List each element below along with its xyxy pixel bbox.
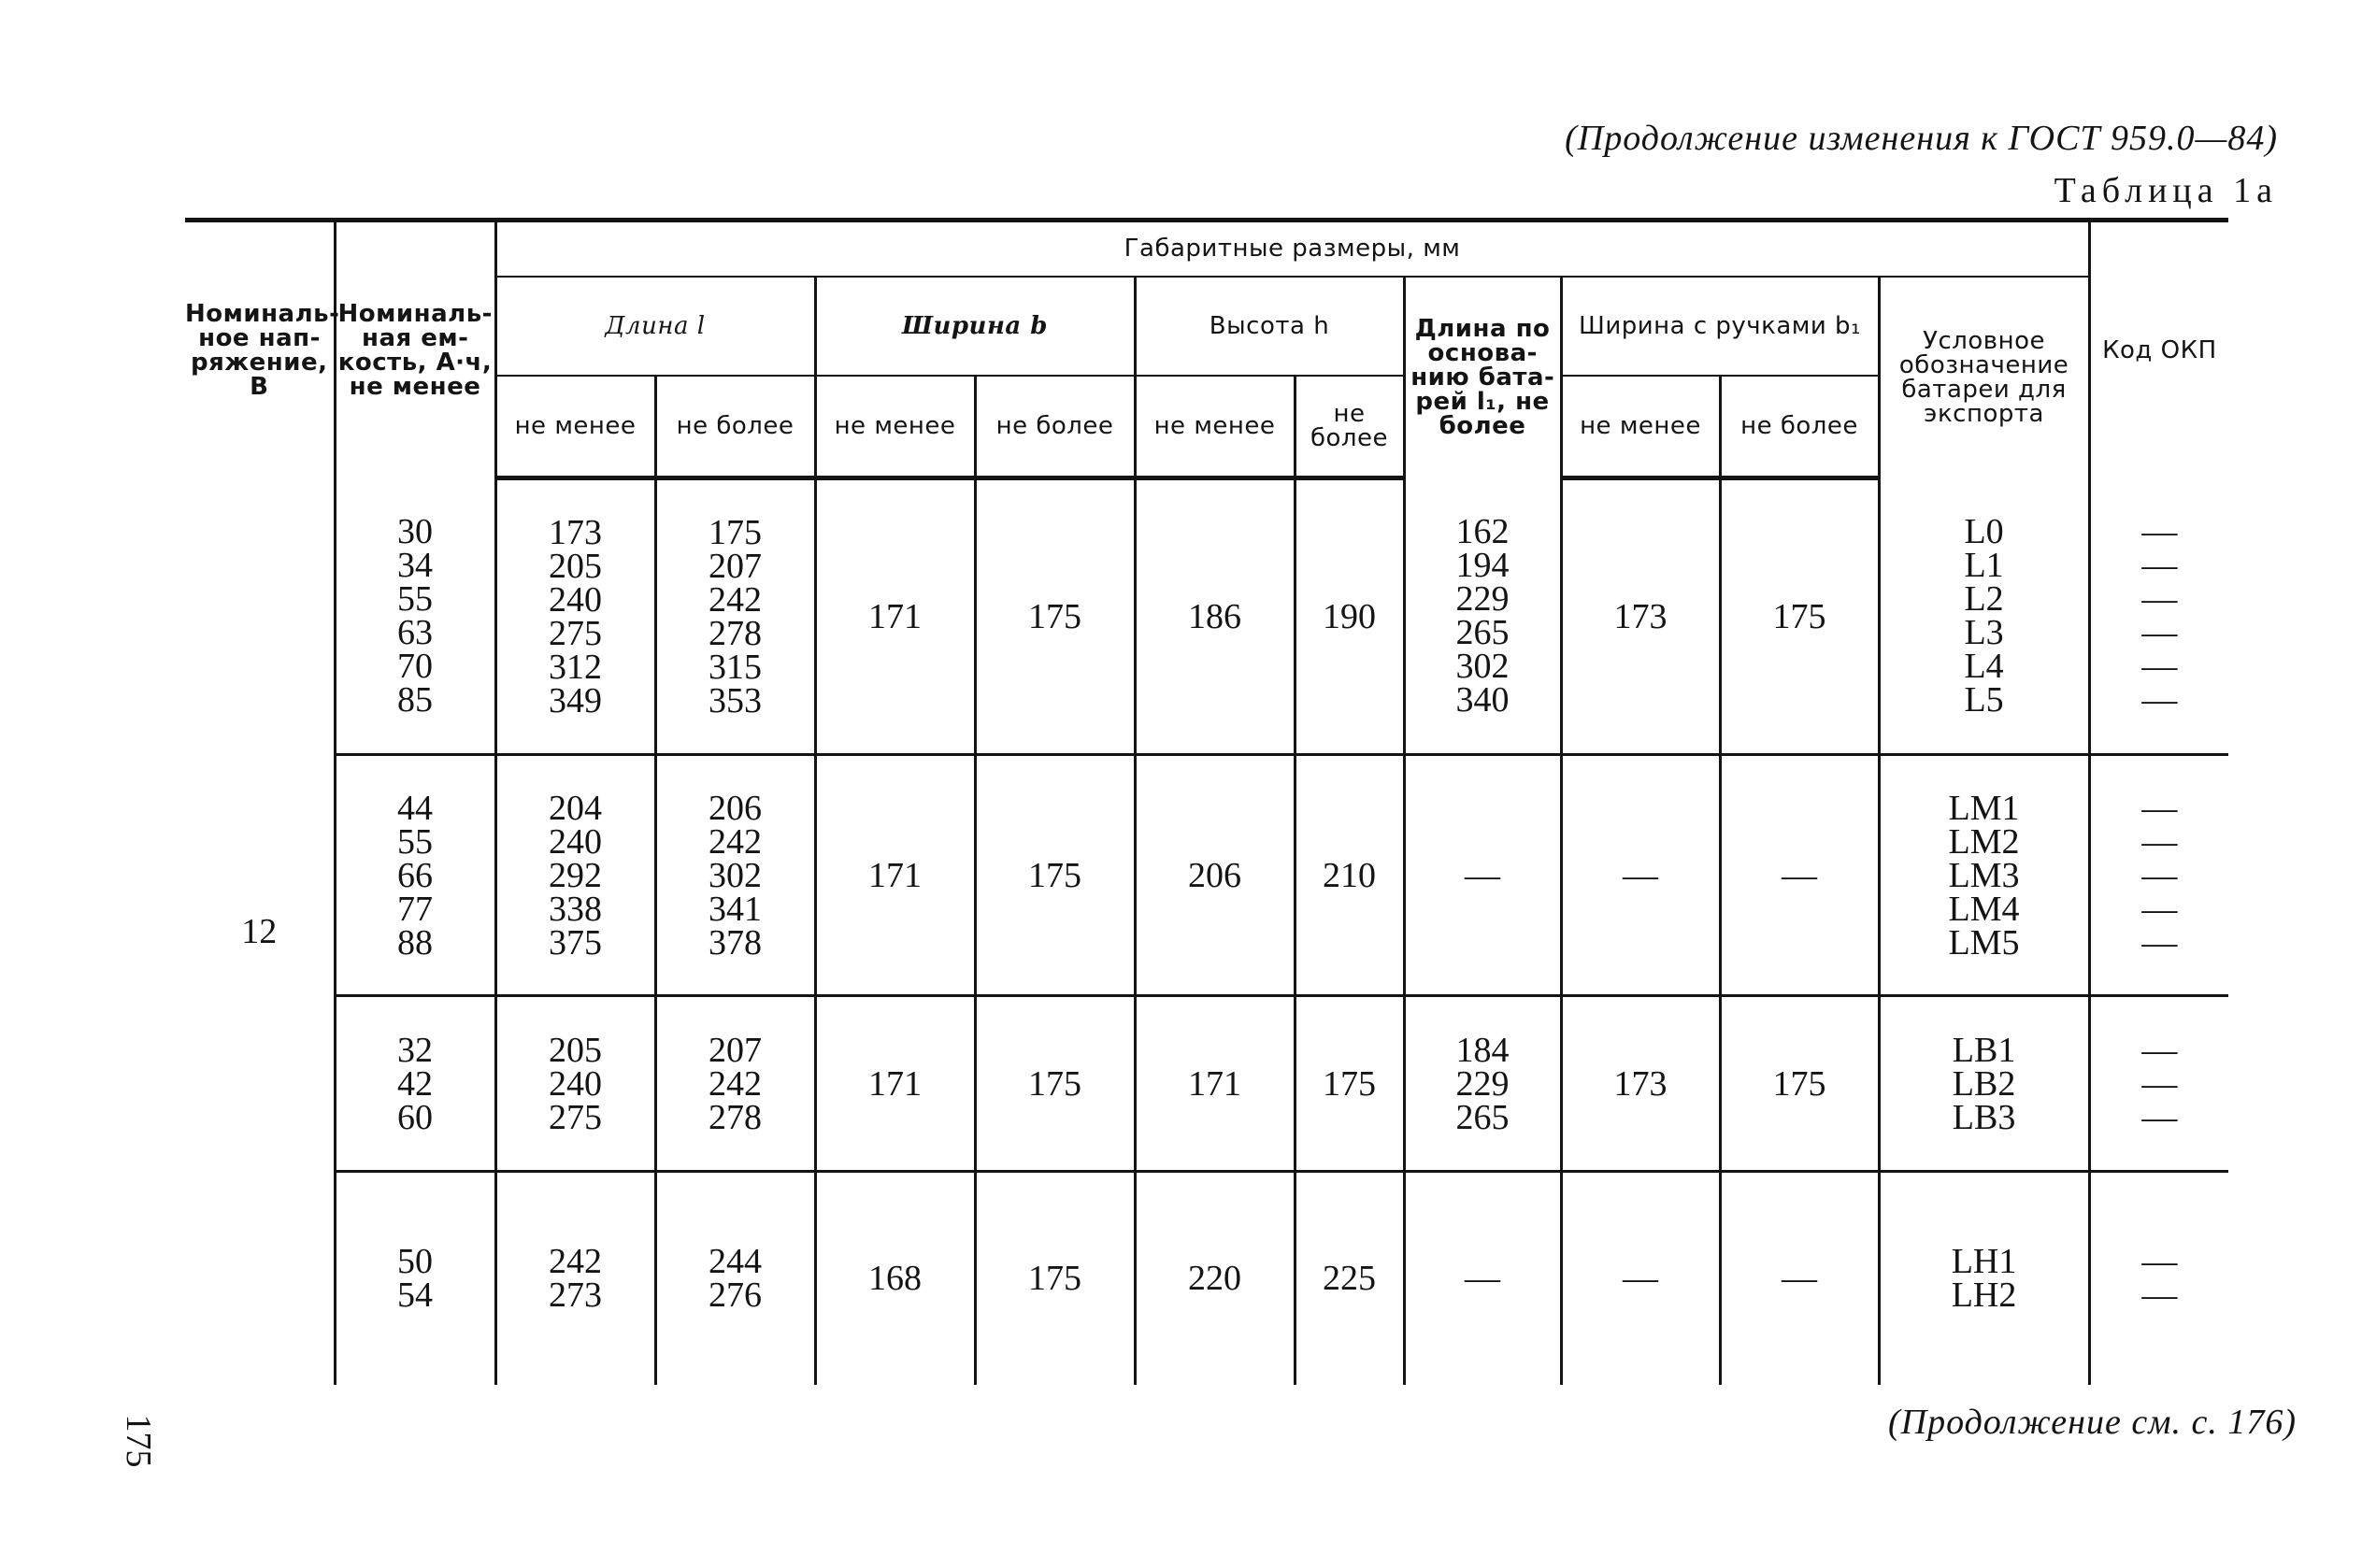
- height-max-cell: 175: [1295, 996, 1404, 1172]
- length-min-cell: [495, 478, 655, 755]
- width-handles-max-cell: —: [1720, 1172, 1879, 1385]
- base-length-cell: [1404, 1172, 1561, 1385]
- export-code-cell-value: LH2: [1951, 1276, 2017, 1316]
- length-max-cell-value: 244: [709, 1242, 762, 1282]
- length-min-cell-value: 242: [549, 1242, 602, 1282]
- length-max-cell-value: 315: [709, 648, 762, 687]
- length-max-cell-value: 302: [709, 855, 762, 895]
- export-code-cell-value: LM2: [1948, 821, 2020, 862]
- okp-cell-value: —: [2141, 788, 2178, 828]
- export-code-cell-value: L2: [1964, 578, 2004, 619]
- capacity-cell-value: 32: [397, 1030, 433, 1070]
- header-okp: Код ОКП: [2089, 221, 2228, 478]
- length-min-cell-value: 375: [549, 922, 602, 962]
- capacity-cell-value: 77: [397, 889, 433, 929]
- export-code-cell-value: LH1: [1951, 1242, 2017, 1282]
- base-length-cell-value: 265: [1455, 1097, 1510, 1137]
- width-min-cell: 171: [815, 478, 975, 755]
- base-length-cell: [1404, 996, 1561, 1172]
- length-max-cell-value: 341: [709, 889, 762, 929]
- header-width-max: не более: [975, 376, 1135, 478]
- table-row-group: [185, 755, 2228, 996]
- header-voltage: Номинальное напряжение, В: [185, 221, 335, 478]
- okp-cell-value: —: [2141, 1097, 2178, 1137]
- okp-cell: [2089, 755, 2228, 996]
- width-handles-max-cell: 175: [1720, 478, 1879, 755]
- width-min-cell: 168: [815, 1172, 975, 1385]
- width-max-cell: 175: [975, 996, 1135, 1172]
- export-code-cell-value: L4: [1964, 646, 2004, 686]
- length-min-cell-value: 173: [549, 513, 602, 552]
- height-min-cell: 206: [1135, 755, 1295, 996]
- width-handles-min-cell: —: [1561, 755, 1720, 996]
- export-code-cell: [1879, 996, 2089, 1172]
- header-width: Ширина b: [815, 277, 1135, 376]
- okp-cell-value: —: [2141, 922, 2178, 962]
- capacity-cell: [335, 755, 495, 996]
- continuation-note-top: (Продолжение изменения к ГОСТ 959.0—84): [1565, 119, 2278, 158]
- length-min-cell-value: 240: [549, 580, 602, 620]
- export-code-cell: [1879, 1172, 2089, 1385]
- width-handles-max-cell: —: [1720, 755, 1879, 996]
- length-min-cell-value: 349: [549, 681, 602, 720]
- length-min-cell-value: 240: [549, 821, 602, 862]
- header-dimensions-group: Габаритные размеры, мм: [495, 221, 2089, 277]
- length-max-cell-value: 353: [709, 681, 762, 720]
- header-length: Длина l: [495, 277, 815, 376]
- length-max-cell: [655, 1172, 815, 1385]
- length-min-cell-value: 204: [549, 788, 602, 828]
- base-length-cell-value: 265: [1455, 612, 1510, 652]
- okp-cell-value: —: [2141, 578, 2178, 619]
- base-length-cell-value: 229: [1455, 578, 1510, 619]
- export-code-cell-value: LM5: [1948, 922, 2020, 962]
- width-max-cell: 175: [975, 1172, 1135, 1385]
- base-length-cell-value: —: [1465, 855, 1500, 895]
- header-base-length: Длина по основанию батарей l₁, не более: [1404, 277, 1561, 478]
- header-length-max: не более: [655, 376, 815, 478]
- page-number: 175: [119, 1414, 158, 1468]
- length-max-cell: [655, 755, 815, 996]
- okp-cell-value: —: [2141, 1242, 2178, 1282]
- capacity-cell: [335, 996, 495, 1172]
- width-min-cell: 171: [815, 996, 975, 1172]
- length-min-cell: [495, 1172, 655, 1385]
- length-max-cell-value: 175: [709, 513, 762, 552]
- okp-cell-value: —: [2141, 855, 2178, 895]
- okp-cell: [2089, 996, 2228, 1172]
- okp-cell: [2089, 1172, 2228, 1385]
- export-code-cell-value: L1: [1964, 545, 2004, 585]
- capacity-cell-value: 63: [397, 612, 433, 652]
- length-min-cell-value: 312: [549, 648, 602, 687]
- capacity-cell-value: 60: [397, 1097, 433, 1137]
- capacity-cell-value: 54: [397, 1276, 433, 1316]
- capacity-cell-value: 34: [397, 545, 433, 585]
- capacity-cell-value: 55: [397, 578, 433, 619]
- okp-cell-value: —: [2141, 679, 2178, 720]
- capacity-cell-value: 30: [397, 511, 433, 551]
- base-length-cell-value: 184: [1455, 1030, 1510, 1070]
- length-min-cell: [495, 996, 655, 1172]
- width-min-cell: 171: [815, 755, 975, 996]
- base-length-cell-value: 194: [1455, 545, 1510, 585]
- width-max-cell: 175: [975, 755, 1135, 996]
- okp-cell-value: —: [2141, 889, 2178, 929]
- header-capacity: Номинальная емкость, А·ч, не менее: [335, 221, 495, 478]
- header-height-max: не более: [1295, 376, 1404, 478]
- length-min-cell-value: 273: [549, 1276, 602, 1316]
- length-max-cell-value: 278: [709, 1097, 762, 1137]
- table-row-group: [185, 1172, 2228, 1385]
- width-handles-max-cell: 175: [1720, 996, 1879, 1172]
- continuation-note-bottom: (Продолжение см. с. 176): [1887, 1403, 2297, 1442]
- header-width-handles-min: не менее: [1561, 376, 1720, 478]
- okp-cell-value: —: [2141, 511, 2178, 551]
- capacity-cell-value: 55: [397, 821, 433, 862]
- header-width-min: не менее: [815, 376, 975, 478]
- length-min-cell-value: 338: [549, 889, 602, 929]
- length-max-cell-value: 207: [709, 1030, 762, 1070]
- okp-cell-value: —: [2141, 612, 2178, 652]
- capacity-cell-value: 85: [397, 679, 433, 720]
- okp-cell-value: —: [2141, 1030, 2178, 1070]
- capacity-cell-value: 70: [397, 646, 433, 686]
- okp-cell-value: —: [2141, 545, 2178, 585]
- export-code-cell-value: L0: [1964, 511, 2004, 551]
- length-max-cell-value: 206: [709, 788, 762, 828]
- export-code-cell-value: L5: [1964, 679, 2004, 720]
- capacity-cell-value: 50: [397, 1242, 433, 1282]
- capacity-cell-value: 88: [397, 922, 433, 962]
- capacity-cell-value: 66: [397, 855, 433, 895]
- export-code-cell-value: LM3: [1948, 855, 2020, 895]
- table-row-group: [185, 478, 2228, 755]
- header-length-min: не менее: [495, 376, 655, 478]
- export-code-cell-value: LB3: [1952, 1097, 2016, 1137]
- width-max-cell: 175: [975, 478, 1135, 755]
- length-max-cell-value: 242: [709, 1063, 762, 1104]
- length-min-cell-value: 275: [549, 1097, 602, 1137]
- length-min-cell: [495, 755, 655, 996]
- length-max-cell-value: 242: [709, 580, 762, 620]
- width-handles-min-cell: 173: [1561, 478, 1720, 755]
- table-label: Таблица 1а: [2054, 171, 2278, 210]
- height-min-cell: 171: [1135, 996, 1295, 1172]
- header-height: Высота h: [1135, 277, 1404, 376]
- length-max-cell-value: 242: [709, 821, 762, 862]
- export-code-cell-value: LM1: [1948, 788, 2020, 828]
- base-length-cell-value: 229: [1455, 1063, 1510, 1104]
- length-max-cell: [655, 478, 815, 755]
- length-max-cell-value: 276: [709, 1276, 762, 1316]
- export-code-cell: [1879, 755, 2089, 996]
- base-length-cell: [1404, 478, 1561, 755]
- header-width-handles-max: не более: [1720, 376, 1879, 478]
- base-length-cell-value: 340: [1455, 679, 1510, 720]
- okp-cell-value: —: [2141, 646, 2178, 686]
- table-header: [185, 221, 2228, 478]
- okp-cell: [2089, 478, 2228, 755]
- header-export-code: Условное обозначение батареи для экспорта: [1879, 277, 2089, 478]
- capacity-cell: [335, 1172, 495, 1385]
- height-max-cell: 190: [1295, 478, 1404, 755]
- export-code-cell-value: L3: [1964, 612, 2004, 652]
- length-max-cell-value: 207: [709, 547, 762, 586]
- header-height-min: не менее: [1135, 376, 1295, 478]
- length-max-cell-value: 378: [709, 922, 762, 962]
- width-handles-min-cell: —: [1561, 1172, 1720, 1385]
- length-min-cell-value: 205: [549, 547, 602, 586]
- export-code-cell: [1879, 478, 2089, 755]
- voltage-value: 12: [241, 911, 278, 951]
- table-row-group: [185, 996, 2228, 1172]
- battery-dimensions-table: [185, 218, 2228, 1385]
- capacity-cell-value: 44: [397, 788, 433, 828]
- length-min-cell-value: 292: [549, 855, 602, 895]
- base-length-cell-value: 162: [1455, 511, 1510, 551]
- header-width-handles: Ширина с ручками b₁: [1561, 277, 1879, 376]
- height-max-cell: 225: [1295, 1172, 1404, 1385]
- table-body: [185, 478, 2228, 1385]
- width-handles-min-cell: 173: [1561, 996, 1720, 1172]
- base-length-cell-value: —: [1465, 1259, 1500, 1299]
- length-min-cell-value: 275: [549, 614, 602, 653]
- okp-cell-value: —: [2141, 1063, 2178, 1104]
- length-min-cell-value: 205: [549, 1030, 602, 1070]
- okp-cell-value: —: [2141, 1276, 2178, 1316]
- height-min-cell: 186: [1135, 478, 1295, 755]
- length-max-cell-value: 278: [709, 614, 762, 653]
- export-code-cell-value: LB1: [1952, 1030, 2016, 1070]
- export-code-cell-value: LB2: [1952, 1063, 2016, 1104]
- base-length-cell-value: 302: [1455, 646, 1510, 686]
- capacity-cell-value: 42: [397, 1063, 433, 1104]
- length-max-cell: [655, 996, 815, 1172]
- capacity-cell: [335, 478, 495, 755]
- export-code-cell-value: LM4: [1948, 889, 2020, 929]
- okp-cell-value: —: [2141, 821, 2178, 862]
- base-length-cell: [1404, 755, 1561, 996]
- height-max-cell: 210: [1295, 755, 1404, 996]
- length-min-cell-value: 240: [549, 1063, 602, 1104]
- height-min-cell: 220: [1135, 1172, 1295, 1385]
